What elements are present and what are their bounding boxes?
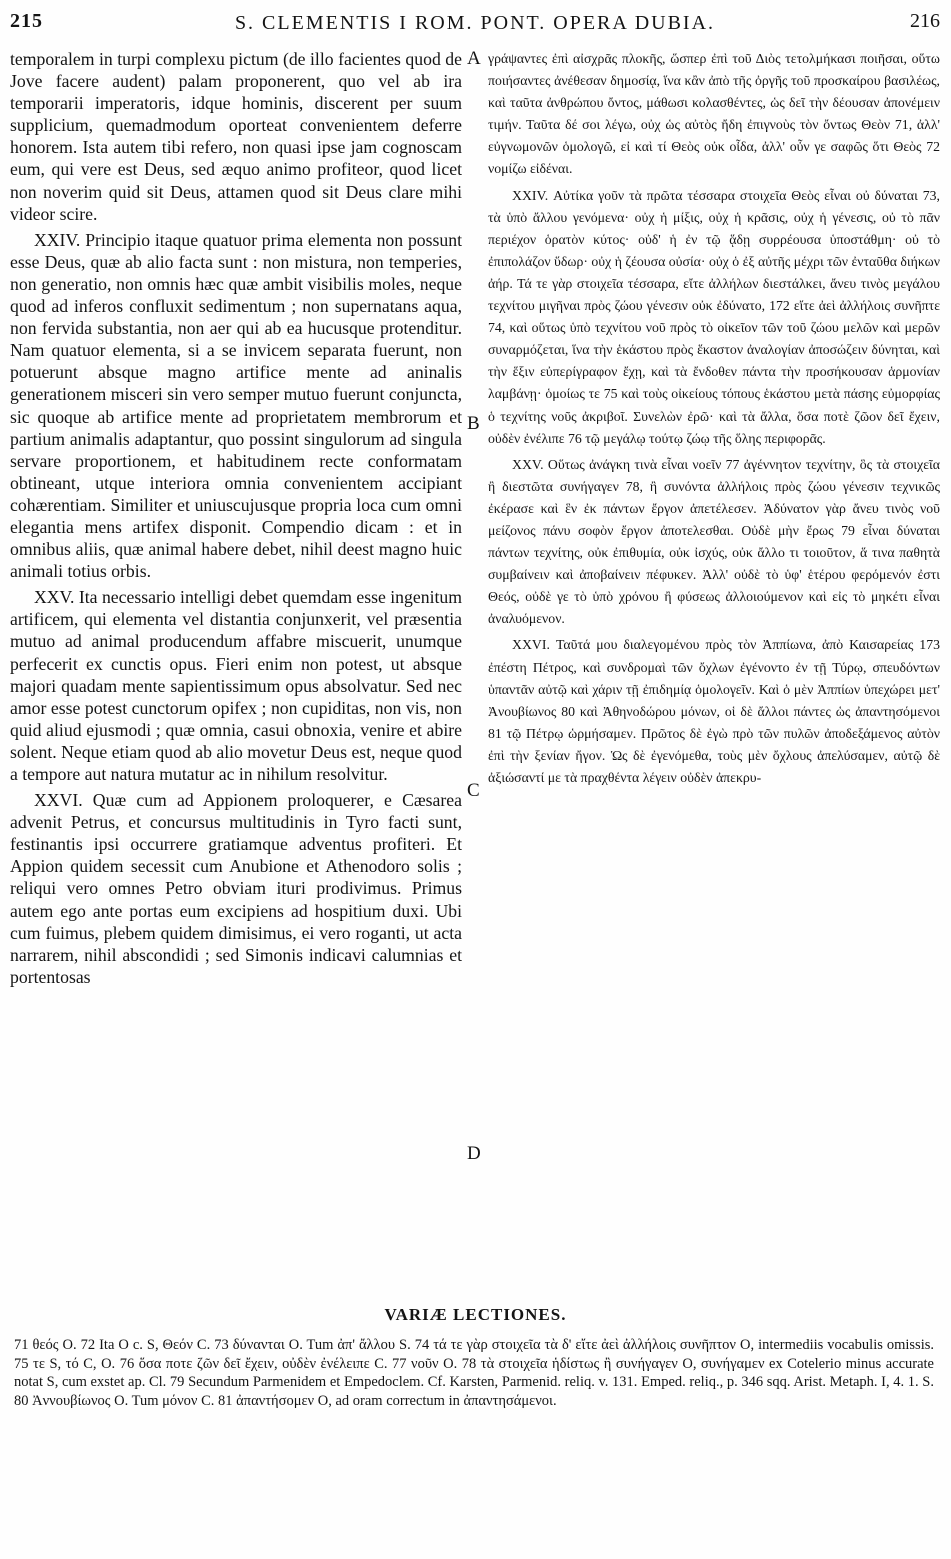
margin-marker-d: D	[467, 1143, 481, 1164]
running-title: S. CLEMENTIS I ROM. PONT. OPERA DUBIA.	[234, 12, 716, 34]
latin-section-xxv: XXV. Ita necessario intelligi debet quemdam esse ingenitum artificem, qui elementa vel distantia conjunxerit, vel præsentia mutuo ad animal producendum affabre miscuerit, unumque perfecerit ex cunctis opus. Fieri enim non potest, ut absque majori quadam mente sapientissimum opus absolvatur. Sed nec amor esse potest cunctorum opifex ; non cupiditas, non vis, non quid aliud ejusmodi ; quæ omnia, casui obnoxia, venire et abire solent. Neque etiam quod ab alio movetur Deus est, neque quod a tempore aut natura mutatur ac in nihilum resolvitur.	[10, 587, 462, 784]
greek-column	[488, 48, 940, 789]
margin-marker-b: B	[467, 413, 480, 434]
latin-section-xxvi: XXVI. Quæ cum ad Appionem proloquerer, e Cæsarea advenit Petrus, et concursus multitudinis in Tyro facti sunt, festinantis ipsi occurrere gratiamque adventus profiteri. Et Appion quidem secessit cum Anubione et Athenodoro solis ; reliqui vero omnes Petro obviam ituri prodivimus. Primus autem ego ante portas eum excipiens ad hospitium duxi. Ubi cum fuimus, plebem quidem dimisimus, ei vero roganti, ut acta narrarem, nihil abscondidi ; sed Simonis indicavi calumnias et portentosas	[10, 790, 462, 987]
margin-marker-c: C	[467, 780, 480, 801]
page-number-right: 216	[910, 10, 940, 32]
variae-lectiones-notes: 71 θεός O. 72 Ita O c. S, Θεόν C. 73 δύνανται O. Tum ἀπ' ἄλλου S. 74 τά τε γὰρ στοιχεῖα τὰ δ' εἴτε ἀεὶ ἀλλήλοις συνῆπτον O, intermediis vocabulis omissis. 75 τε S, τό C, O. 76 ὅσα ποτε ζῶν δεῖ ἔχειν, οὐδὲν ἐνέλειπε C. 77 νοῦν O. 78 τὰ στοιχεῖα ἡδίστως ἢ συνήγαγεν O, συνήγαμεν ex Cotelerio minus accurate notat S, cum exstet ap. Cl. 79 Secundum Parmenidem et Empedoclem. Cf. Karsten, Parmenid. reliq. v. 131. Emped. reliq., p. 346 sqq. Arist. Metaph. I, 4. 1. S. 80 Ἀννουβίωνος O. Tum μόνον C. 81 ἀπαντήσομεν O, ad oram correctum in ἀπαντησάμενοι.	[14, 1337, 934, 1409]
latin-column	[10, 48, 462, 988]
greek-section-xxv: XXV. Οὕτως ἀνάγκη τινὰ εἶναι νοεῖν 77 ἀγέννητον τεχνίτην, ὃς τὰ στοιχεῖα ἢ διεστῶτα συνήγαγεν 78, ἢ συνόντα ἀλλήλοις πρὸς ζώου γένεσιν τεχνικῶς ἐκέρασε καὶ ἓν ἐκ πάντων ἔργον ἀπετέλεσεν. Ἀδύνατον γὰρ ἄνευ τινὸς νοῦ μείζονος πάνυ σοφὸν ἔργον ἀποτελεσθαι. Οὐδὲ μὴν ἔρως 79 εἶναι δύναται πάντων τεχνίτης, οὐκ ἐπιθυμία, οὐκ ἰσχύς, οὐκ ἄλλο τι τοιοῦτον, ἅ τινα παθητὰ συμβαίνειν καὶ ἀποβαίνειν πέφυκεν. Ἀλλ' οὐδὲ τὸ ὑφ' ἑτέρου φερόμενόν ἐστι Θεός, οὐδὲ γε τὸ ὑπὸ χρόνου ἢ φύσεως ἀλλοιούμενον καὶ εἰς τὸ μηκέτι εἶναι ἀναλυόμενον.	[488, 456, 940, 627]
page-number-left: 215	[10, 10, 43, 32]
variae-lectiones-heading: VARIÆ LECTIONES.	[384, 1305, 567, 1324]
latin-paragraph-intro: temporalem in turpi complexu pictum (de illo facientes quod de Jove facere audent) palam proponerent, quo vel ab ira temporarii imperatoris, idque hominis, discerent per suum supplicium, quemadmodum oporteat convenientem deferre honorem. Ista autem tibi refero, non quasi ipse jam cognoscam eum, qui vere est Deus, sed æquo animo profiteor, quod licet non noverim quid sit Deus, attamen quod sit Deus clare mihi videor scire.	[10, 49, 462, 224]
greek-section-xxiv: XXIV. Αὐτίκα γοῦν τὰ πρῶτα τέσσαρα στοιχεῖα Θεὸς εἶναι οὐ δύναται 73, τὰ ὑπὸ ἄλλου γενόμενα· οὐχ ἡ μίξις, οὐχ ἡ κρᾶσις, οὐχ ἡ γένεσις, οὐ τὸ πᾶν περιέχον ὁρατὸν κύτος· οὐδ' ἡ ἐν τῷ ᾅδῃ συρρέουσα ὑποστάθμη· οὐ τὸ ἐπιπολάζον ὕδωρ· οὐχ ἡ ζέουσα οὐσία· οὐχ ὁ ἐξ αὐτῆς μέχρι τῶν ἐνταῦθα διήκων ἀήρ. Τά τε γὰρ στοιχεῖα τέσσαρα, εἴτε ἀλλήλων διεστάλκει, ἄνευ τινὸς μεγάλου τεχνίτου μιγῆναι πρὸς ζώου γένεσιν οὐκ ἐδύνατο, 172 εἴτε ἀεὶ ἀλλήλοις συνῆπτε 74, καὶ οὕτως ὑπὸ τεχνίτου νοῦ πρὸς τὸ οἰκεῖον τῶν τοῦ ζώου μελῶν καὶ μερῶν συναρμόζεται, ἵνα τὴν ἑκάστου πρὸς ἕκαστον ἀναλογίαν ἀποσώζειν δύνηται, καὶ τὴν ἕξιν εὐπερίγραφον ἔχῃ, καὶ τὰ ἔνδοθεν πάντα τὴν προσήκουσαν ἁρμονίαν λαμβάνῃ· ὁμοίως τε 75 καὶ τοὺς οἰκείους τόπους ἑκάστου μετὰ πάσης εὐμορφίας ὁ τεχνίτης νοῦς ἀκριβοῖ. Συνελὼν ἐρῶ· καὶ τὰ ἄλλα, ὅσα ποτὲ ζῶον δεῖ ἔχειν, οὐδὲν ἐνέλιπε 76 τῷ μεγάλῳ τούτῳ ζώῳ τῆς ὅλης περιφορᾶς.	[488, 187, 940, 446]
latin-section-xxiv: XXIV. Principio itaque quatuor prima elementa non possunt esse Deus, quæ ab alio facta sunt : non mistura, non temperies, non generatio, non omnis hæc quæ ambit visibilis moles, neque quod ad inferos confluxit sedimentum ; non supernatans aqua, non fervida substantia, non aer qui ab ea hucusque protenditur. Nam quatuor elementa, si a se invicem separata fuerunt, non potuerunt absque magno artifice mente ad aninalis generationem misceri sin vero semper mutuo fuerunt conjuncta, sic quoque ab artifice mente ad proprietatem membrorum et partium animalis adaptantur, quo possint singulorum ad singula servare proportionem, et habitudinem recte conformatam obtineant, utque interiora omnia convenientem accipiant cohærentiam. Similiter et uniuscujusque propria loca cum omni elegantia mens artifex disponit. Compendio dicam : et in omnibus aliis, quæ animal habere debet, nihil deest magno huic animali totius orbis.	[10, 229, 462, 582]
greek-section-xxvi: XXVI. Ταῦτά μου διαλεγομένου πρὸς τὸν Ἀππίωνα, ἀπὸ Καισαρείας 173 ἐπέστη Πέτρος, καὶ συνδρομαὶ τῶν ὄχλων ἐγένοντο ἐν τῇ Τύρῳ, σπευδόντων ὑπαντᾶν αὐτῷ καὶ χάριν τῇ ἐπιδημίᾳ ὁμολογεῖν. Καὶ ὁ μὲν Ἀππίων ὑπεχώρει μετ' Ἀνουβίωνος 80 καὶ Ἀθηνοδώρου μόνων, οἱ δὲ ἄλλοι πάντες ὡς ἀπαντησόμενοι 81 τῷ Πέτρῳ ὡρμήσαμεν. Πρῶτος δὲ ἐγὼ πρὸ τῶν πυλῶν ἀποδεξάμενος αὐτὸν ἐπὶ τὴν ξενίαν ἤγον. Ὡς δὲ ἐγενόμεθα, τοὺς μὲν ὄχλους ἀπελύσαμεν, αὐτῷ δὲ ἀξιώσαντί με τὰ πραχθέντα λέγειν οὐδὲν ἀπεκρυ-	[488, 637, 940, 785]
page-header	[10, 10, 940, 44]
greek-paragraph-intro: γράψαντες ἐπὶ αἰσχρᾶς πλοκῆς, ὥσπερ ἐπὶ τοῦ Διὸς τετολμήκασι ποιῆσαι, οὕτω ποιήσαντες ἀνέθεσαν δημοσίᾳ, ἵνα κἂν ἀπὸ τῆς ὀργῆς τοῦ προσκαίρου βασιλέως, καὶ ταῦτα ἀνθρώπου ὄντος, μάθωσι κολασθέντες, ὡς δεῖ τὴν δέουσαν ἀπονέμειν τιμήν. Ταῦτα δέ σοι λέγω, οὐχ ὡς αὐτὸς ἤδη ἐπιγνοὺς τὸν ὄντως Θεὸν 71, ἀλλ' εὐγνωμονῶν ὁμολογῶ, εἰ καὶ τί Θεὸς οὐκ οἶδα, ἀλλ' οὖν γε σαφῶς ὅτι Θεὸς 72 νομίζω εἰδέναι.	[488, 51, 940, 177]
margin-marker-a: A	[467, 48, 481, 69]
